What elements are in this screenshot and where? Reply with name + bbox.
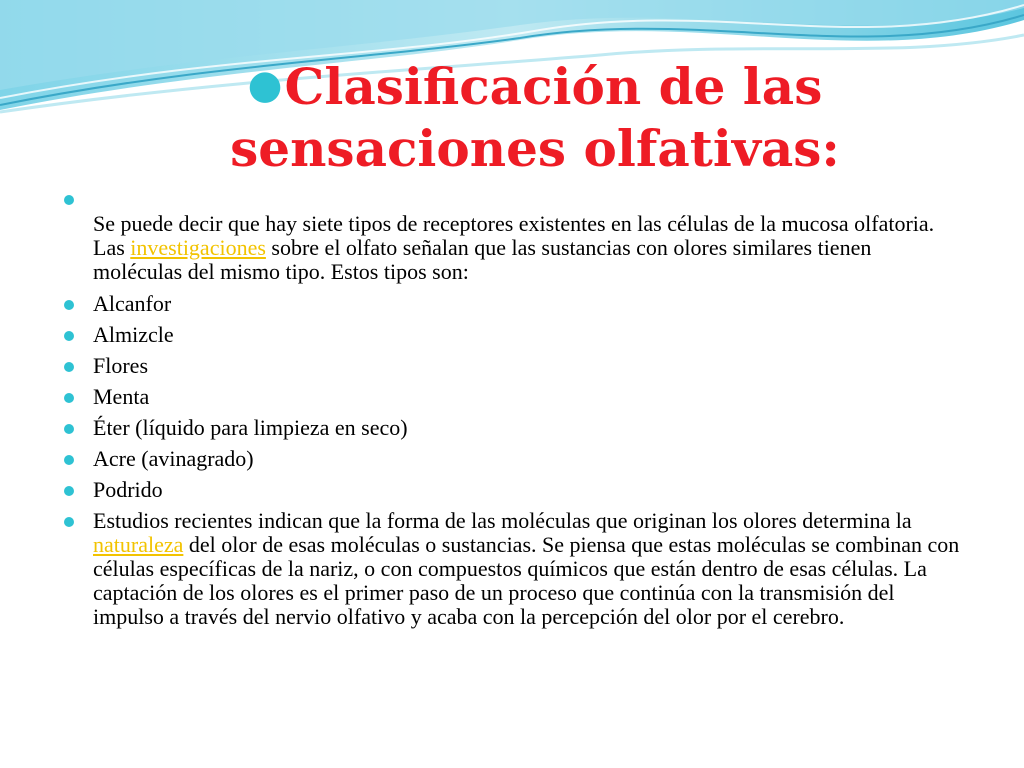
list-item-podrido: Podrido [62, 478, 962, 502]
title-bullet-icon: ● [247, 61, 283, 108]
title-line-1: Clasificación de las [284, 57, 823, 116]
list-item-alcanfor: Alcanfor [62, 292, 962, 316]
list-item-flores: Flores [62, 354, 962, 378]
bullet-list [62, 188, 962, 636]
investigaciones-link[interactable]: investigaciones [130, 235, 266, 260]
empty-bullet-item [62, 188, 962, 212]
intro-paragraph: Se puede decir que hay siete tipos de receptores existentes en las células de la mucosa olfatoria. Las investigaciones sobre el olfato señalan que las sustancias con olores similares tienen moléculas del mismo tipo. Estos tipos son: [93, 211, 935, 284]
list-item-eter: Éter (líquido para limpieza en seco) [62, 416, 962, 440]
list-item-menta: Menta [62, 385, 962, 409]
title-line-2: sensaciones olfativas: [230, 119, 840, 178]
list-item-acre: Acre (avinagrado) [62, 447, 962, 471]
slide-title [205, 58, 865, 178]
naturaleza-link[interactable]: naturaleza [93, 532, 184, 557]
closing-paragraph: Estudios recientes indican que la forma de las moléculas que originan los olores determina la naturaleza del olor de esas moléculas o sustancias. Se piensa que estas moléculas se combinan con células específicas de la nariz, o con compuestos químicos que están dentro de esas células. La captación de los olores es el primer paso de un proceso que continúa con la transmisión del impulso a través del nervio olfativo y acaba con la percepción del olor por el cerebro. [62, 509, 962, 629]
list-item-almizcle: Almizcle [62, 323, 962, 347]
